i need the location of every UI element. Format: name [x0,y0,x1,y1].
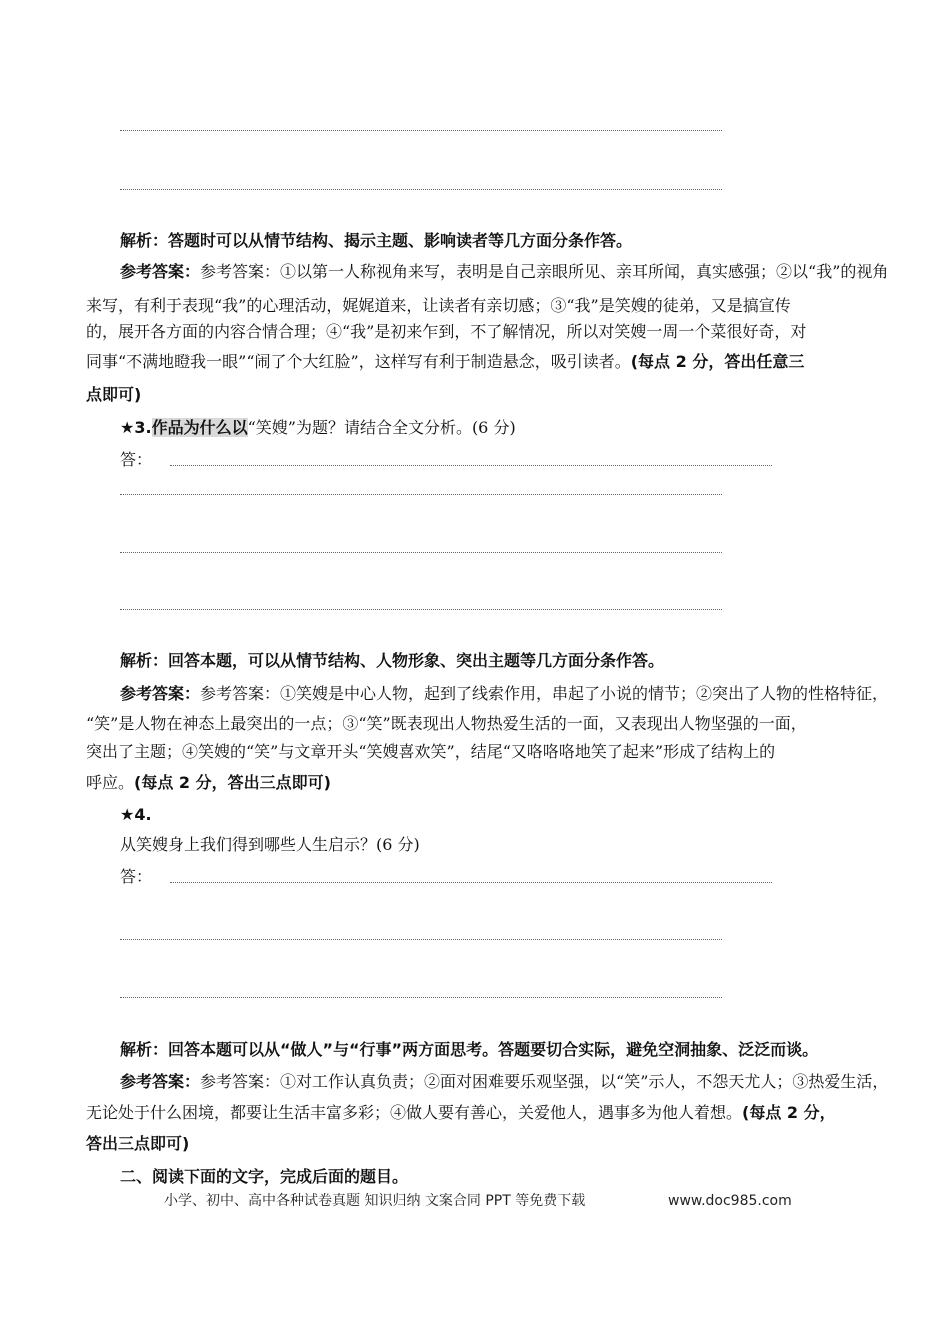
reference-answer-line [120,1072,888,1092]
reference-answer-text: 参考答案：①笑嫂是中心人物，起到了线索作用，串起了小说的情节；②突出了人物的性格特征， [200,684,889,703]
reference-answer-line [120,684,888,704]
score-note: 点即可) [86,385,142,404]
answer-line [120,609,722,610]
reference-answer-label: 参考答案： [120,1072,201,1091]
section-heading: 二、阅读下面的文字，完成后面的题目。 [120,1167,409,1186]
answer-label: 答： [120,867,153,886]
analysis-text: 解析：答题时可以从情节结构、揭示主题、影响读者等几方面分条作答。 [120,231,633,250]
reference-answer-line: “笑”是人物在神态上最突出的一点；③“笑”既表现出人物热爱生活的一面，又表现出人物坚强的一面， [86,714,807,733]
footer-url[interactable]: www.doc985.com [668,1193,792,1209]
reference-answer-text: 无论处于什么困境，都要让生活丰富多彩；④做人要有善心，关爱他人，遇事多为他人着想。 [86,1103,743,1122]
reference-answer-line [120,262,888,282]
reference-answer-label: 参考答案： [120,262,201,281]
score-note: (每点 2 分，答出任意三 [630,352,805,371]
reference-answer-line: 的，展开各方面的内容合情合理；④“我”是初来乍到，不了解情况，所以对笑嫂一周一个菜很好奇，对 [86,322,807,341]
reference-answer-text: 参考答案：①对工作认真负责；②面对困难要乐观坚强，以“笑”示人，不怨天尤人；③热爱生活， [200,1072,889,1091]
analysis-text: 解析：回答本题可以从“做人”与“行事”两方面思考。答题要切合实际，避免空洞抽象、泛泛而谈。 [120,1040,819,1059]
reference-answer-line [86,773,331,793]
reference-answer-line: 来写，有利于表现“我”的心理活动，娓娓道来，让读者有亲切感；③“我”是笑嫂的徒弟，又是搞宣传 [86,296,791,315]
reference-answer-text: 参考答案：①以第一人称视角来写，表明是自己亲眼所见、亲耳所闻，真实感强；②以“我”的视角 [200,262,889,281]
footer-text: 小学、初中、高中各种试卷真题 知识归纳 文案合同 PPT 等免费下载 [164,1193,586,1209]
reference-answer-label: 参考答案： [120,684,201,703]
answer-line [120,494,722,495]
reference-answer-line [86,1103,836,1123]
answer-line [120,997,722,998]
answer-line [120,552,722,553]
star-number: ★4. [120,805,152,824]
question-text: “笑嫂”为题？请结合全文分析。(6 分) [247,418,516,437]
answer-line [120,189,722,190]
analysis-text: 解析：回答本题，可以从情节结构、人物形象、突出主题等几方面分条作答。 [120,651,665,670]
reference-answer-line [86,352,804,372]
answer-line [120,130,722,131]
answer-line [170,882,772,883]
question-3 [120,418,516,438]
score-note: (每点 2 分， [742,1103,836,1122]
score-note: (每点 2 分，答出三点即可) [134,773,331,792]
reference-answer-text: 呼应。 [86,773,135,792]
reference-answer-text: 同事“不满地瞪我一眼”“闹了个大红脸”，这样写有利于制造悬念，吸引读者。 [86,352,631,371]
score-note: 答出三点即可) [86,1134,190,1153]
answer-line [120,939,722,940]
star-number: ★3. [120,418,152,437]
question-4-text: 从笑嫂身上我们得到哪些人生启示？(6 分) [120,835,420,854]
answer-line [170,465,772,466]
reference-answer-line: 突出了主题；④笑嫂的“笑”与文章开头“笑嫂喜欢笑”，结尾“又咯咯咯地笑了起来”形成了结构上的 [86,742,776,761]
answer-label: 答： [120,450,153,469]
highlighted-text: 作品为什么以 [151,418,248,437]
